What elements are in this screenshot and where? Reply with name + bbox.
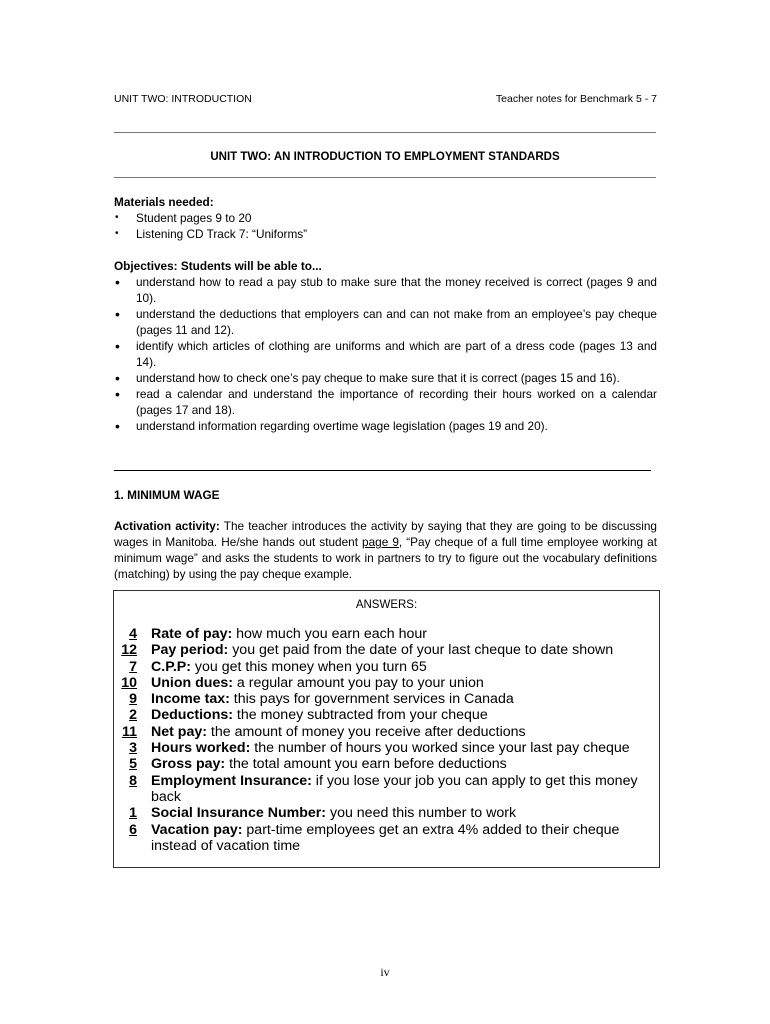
- answers-title: ANSWERS:: [355, 599, 418, 611]
- answer-number: 4: [129, 626, 137, 642]
- header-rule: [114, 132, 656, 133]
- answer-item: 9 Income tax: this pays for government services in Canada: [114, 691, 659, 707]
- list-item: • understand how to read a pay stub to make sure that the money received is correct (pages 9 and 10).: [115, 274, 657, 305]
- answers-list: [114, 626, 659, 854]
- answer-item: 1 Social Insurance Number: you need this number to work: [114, 805, 659, 821]
- answer-number: 9: [129, 691, 137, 708]
- objectives-heading: Objectives: Students will be able to...: [114, 259, 322, 273]
- answer-number: 7: [129, 658, 137, 675]
- answer-number: 6: [129, 821, 137, 838]
- materials-section: [114, 194, 657, 242]
- answer-number: 11: [122, 723, 137, 740]
- bullet-icon: •: [115, 274, 120, 290]
- section-divider: [114, 470, 651, 471]
- answer-item: 2 Deductions: the money subtracted from your cheque: [114, 707, 659, 723]
- page-reference: page 9: [362, 535, 399, 549]
- running-header-right: Teacher notes for Benchmark 5 - 7: [495, 93, 657, 105]
- answer-item: 8 Employment Insurance: if you lose your job you can apply to get this money back: [114, 773, 659, 806]
- answer-item: 4 Rate of pay: how much you earn each hour: [114, 626, 659, 642]
- answers-box: [113, 590, 660, 868]
- answer-item: 7 C.P.P: you get this money when you turn 65: [114, 659, 659, 675]
- bullet-icon: •: [115, 370, 120, 386]
- answer-item: 6 Vacation pay: part-time employees get an extra 4% added to their cheque instead of vacation time: [114, 822, 659, 855]
- answer-number: 5: [129, 756, 137, 773]
- bullet-icon: •: [115, 338, 120, 354]
- answer-item: 5 Gross pay: the total amount you earn before deductions: [114, 756, 659, 772]
- objectives-list: [114, 274, 657, 434]
- list-item: • read a calendar and understand the importance of recording their hours worked on a calendar (pages 17 and 18).: [115, 386, 657, 417]
- minimum-wage-section: [114, 487, 657, 582]
- page-number: iv: [380, 965, 390, 979]
- objectives-section: [114, 258, 657, 434]
- bullet-icon: •: [115, 386, 120, 402]
- answer-item: 10 Union dues: a regular amount you pay to your union: [114, 675, 659, 691]
- answer-number: 12: [121, 642, 137, 659]
- answer-item: 3 Hours worked: the number of hours you worked since your last pay cheque: [114, 740, 659, 756]
- materials-heading: Materials needed:: [114, 195, 214, 209]
- list-item: • Listening CD Track 7: “Uniforms”: [115, 227, 308, 241]
- activation-paragraph: Activation activity: The teacher introduces the activity by saying that they are going to be discussing wages in Manitoba. He/she hands out student page 9, “Pay cheque of a full time employee working at minimum wage” and asks the students to work in partners to try to figure out the vocabulary definitions (matching) by using the pay cheque example.: [114, 519, 657, 581]
- bullet-icon: •: [115, 418, 120, 434]
- running-header-left: UNIT TWO: INTRODUCTION: [114, 93, 252, 105]
- list-item: • understand the deductions that employers can and can not make from an employee’s pay cheque (pages 11 and 12).: [115, 306, 657, 337]
- activation-label: Activation activity:: [114, 519, 220, 533]
- unit-title: UNIT TWO: AN INTRODUCTION TO EMPLOYMENT STANDARDS: [210, 151, 560, 163]
- bullet-icon: •: [115, 228, 119, 239]
- answer-item: 12 Pay period: you get paid from the date of your last cheque to date shown: [114, 642, 659, 658]
- materials-list: [114, 210, 657, 242]
- bullet-icon: •: [115, 212, 119, 223]
- answer-number: 8: [129, 772, 137, 789]
- answer-number: 2: [129, 707, 137, 724]
- title-rule: [114, 177, 656, 178]
- list-item: • identify which articles of clothing are uniforms and which are part of a dress code (pages 13 and 14).: [115, 338, 657, 369]
- answer-number: 10: [121, 674, 137, 691]
- answer-number: 3: [129, 740, 137, 757]
- list-item: • understand information regarding overtime wage legislation (pages 19 and 20).: [115, 418, 548, 434]
- answer-number: 1: [129, 805, 137, 822]
- section-heading: 1. MINIMUM WAGE: [114, 488, 220, 502]
- list-item: • Student pages 9 to 20: [115, 211, 252, 225]
- bullet-icon: •: [115, 306, 120, 322]
- list-item: • understand how to check one’s pay cheque to make sure that it is correct (pages 15 and 16).: [115, 370, 620, 386]
- answer-item: 11 Net pay: the amount of money you receive after deductions: [114, 724, 659, 740]
